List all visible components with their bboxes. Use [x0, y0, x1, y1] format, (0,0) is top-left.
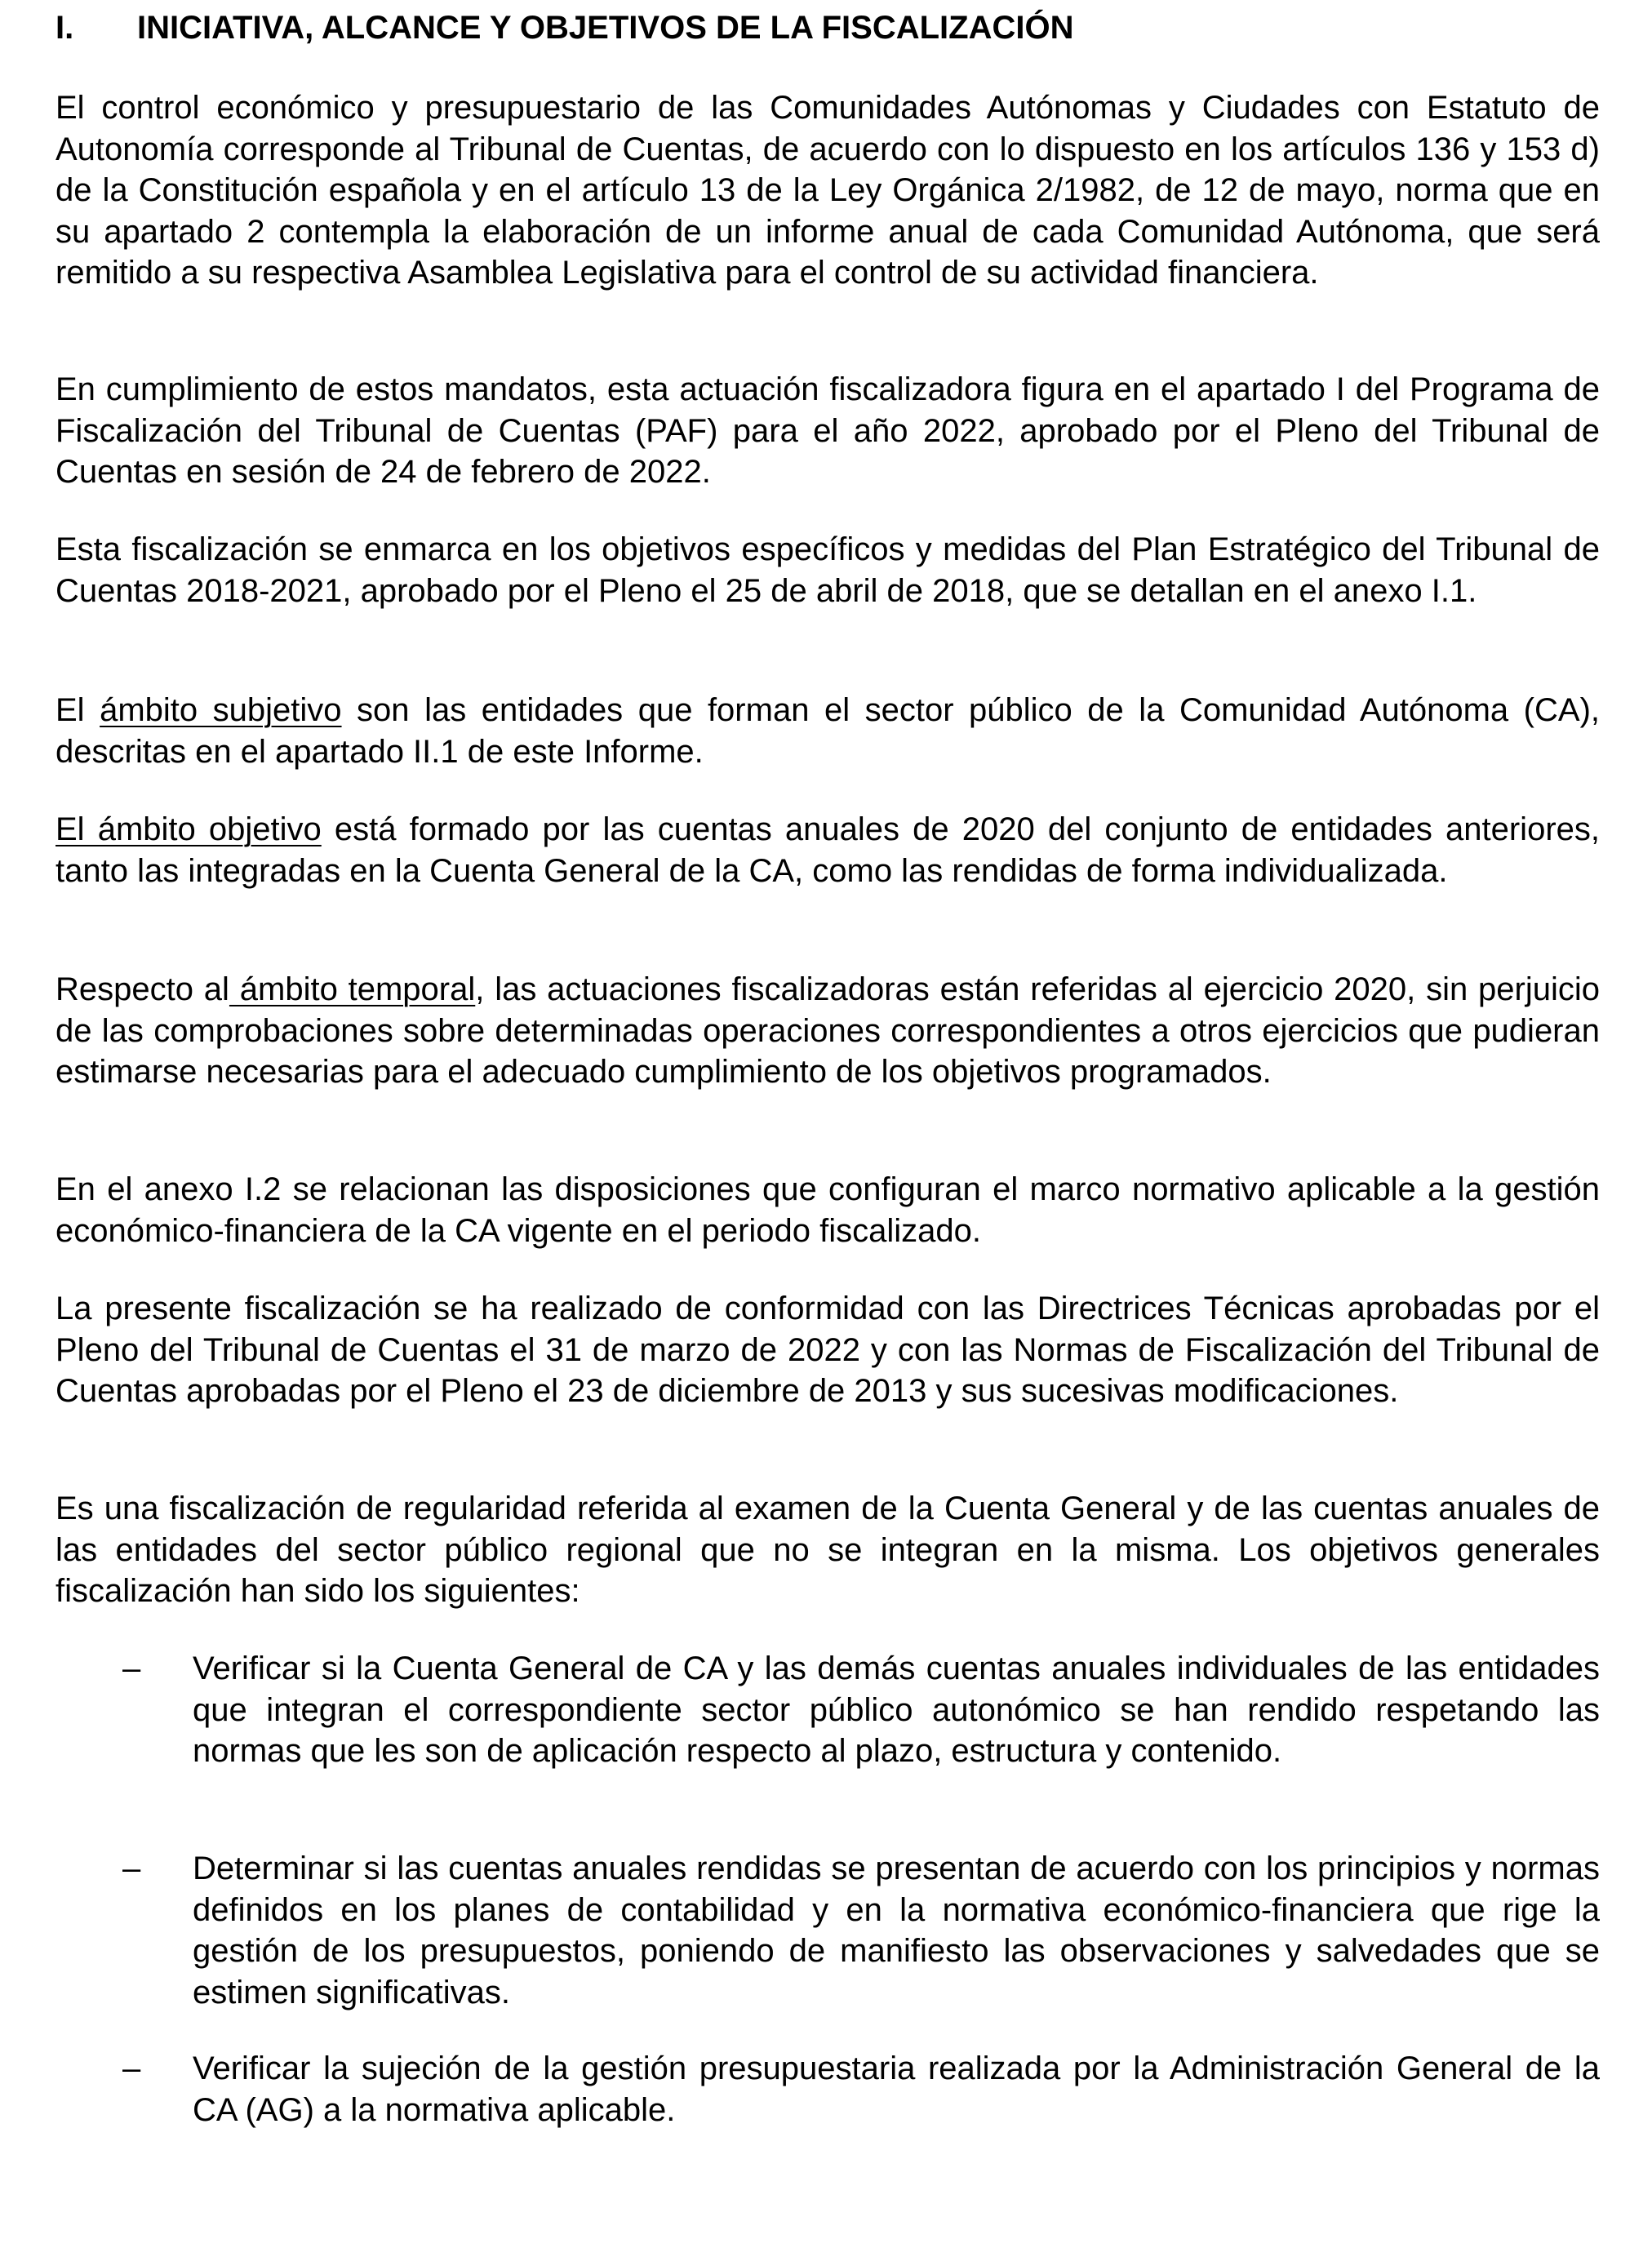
ambito-subjetivo-term: ámbito subjetivo — [100, 692, 342, 728]
bullet-dash: – — [122, 1651, 141, 1686]
ambito-subjetivo-post: son las entidades que forman el sector público de la Comunidad Autónoma (CA), descritas en el apartado II.1 de este Informe. — [56, 692, 1601, 770]
paragraph-ambito-objetivo — [56, 809, 1600, 891]
ambito-objetivo-post: está formado por las cuentas anuales de 2020 del conjunto de entidades anteriores, tanto las integradas en la Cuenta General de la CA, como las rendidas de forma individualizada. — [56, 811, 1600, 889]
paragraph-ambito-subjetivo — [56, 690, 1600, 772]
ambito-temporal-term: ámbito temporal — [229, 971, 476, 1007]
section-heading — [56, 8, 1073, 47]
ambito-objetivo-term: El ámbito objetivo — [56, 811, 322, 847]
section-title: INICIATIVA, ALCANCE Y OBJETIVOS DE LA FISCALIZACIÓN — [137, 10, 1074, 46]
bullet-text: Verificar la sujeción de la gestión presupuestaria realizada por la Administración General de la CA (AG) a la normativa aplicable. — [193, 2051, 1600, 2128]
paragraph-control-economico: El control económico y presupuestario de las Comunidades Autónomas y Ciudades con Estatuto de Autonomía corresponde al Tribunal de Cuentas, de acuerdo con lo dispuesto en los artículos 136 y 153 d) de la Constitución española y en el artículo 13 de la Ley Orgánica 2/1982, de 12 de mayo, norma que en su apartado 2 contempla la elaboración de un informe anual de cada Comunidad Autónoma, que será remitido a su respectiva Asamblea Legislativa para el control de su actividad financiera. — [56, 90, 1600, 291]
paragraph-ambito-temporal — [56, 969, 1600, 1093]
paragraph-cumplimiento-mandatos: En cumplimiento de estos mandatos, esta actuación fiscalizadora figura en el apartado I del Programa de Fiscalización del Tribunal de Cuentas (PAF) para el año 2022, aprobado por el Pleno del Tribunal de Cuentas en sesión de 24 de febrero de 2022. — [56, 371, 1600, 490]
ambito-subjetivo-pre: El — [56, 692, 100, 728]
paragraph-marco-normativo: En el anexo I.2 se relacionan las disposiciones que configuran el marco normativo aplicable a la gestión económico-financiera de la CA vigente en el periodo fiscalizado. — [56, 1171, 1600, 1249]
objective-bullet-3 — [56, 2048, 1600, 2130]
bullet-text: Determinar si las cuentas anuales rendidas se presentan de acuerdo con los principios y normas definidos en los planes de contabilidad y en la normativa económico-financiera que rige la gestión de los presupuestos, poniendo de manifiesto las observaciones y salvedades que se estimen significativas. — [193, 1851, 1600, 2011]
ambito-temporal-post: , las actuaciones fiscalizadoras están referidas al ejercicio 2020, sin perjuicio de las comprobaciones sobre determinadas operaciones correspondientes a otros ejercicios que pudieran estimarse necesarias para el adecuado cumplimiento de los objetivos programados. — [56, 971, 1600, 1090]
objective-bullet-1 — [56, 1648, 1600, 1772]
paragraph-objetivos-generales: Es una fiscalización de regularidad referida al examen de la Cuenta General y de las cuentas anuales de las entidades del sector público regional que no se integran en la misma. Los objetivos generales fiscalización han sido los siguientes: — [56, 1491, 1600, 1609]
bullet-dash: – — [122, 2051, 141, 2086]
bullet-dash: – — [122, 1851, 141, 1886]
paragraph-plan-estrategico: Esta fiscalización se enmarca en los objetivos específicos y medidas del Plan Estratégico del Tribunal de Cuentas 2018-2021, aprobado por el Pleno el 25 de abril de 2018, que se detallan en el anexo I.1. — [56, 531, 1600, 609]
objective-bullet-2 — [56, 1848, 1600, 2013]
paragraph-directrices-tecnicas: La presente fiscalización se ha realizado de conformidad con las Directrices Técnicas aprobadas por el Pleno del Tribunal de Cuentas el 31 de marzo de 2022 y con las Normas de Fiscalización del Tribunal de Cuentas aprobadas por el Pleno el 23 de diciembre de 2013 y sus sucesivas modificaciones. — [56, 1291, 1600, 1409]
ambito-temporal-pre: Respecto al — [56, 971, 229, 1007]
section-number: I. — [56, 10, 74, 46]
bullet-text: Verificar si la Cuenta General de CA y las demás cuentas anuales individuales de las entidades que integran el correspondiente sector público autonómico se han rendido respetando las normas que les son de aplicación respecto al plazo, estructura y contenido. — [193, 1651, 1600, 1769]
